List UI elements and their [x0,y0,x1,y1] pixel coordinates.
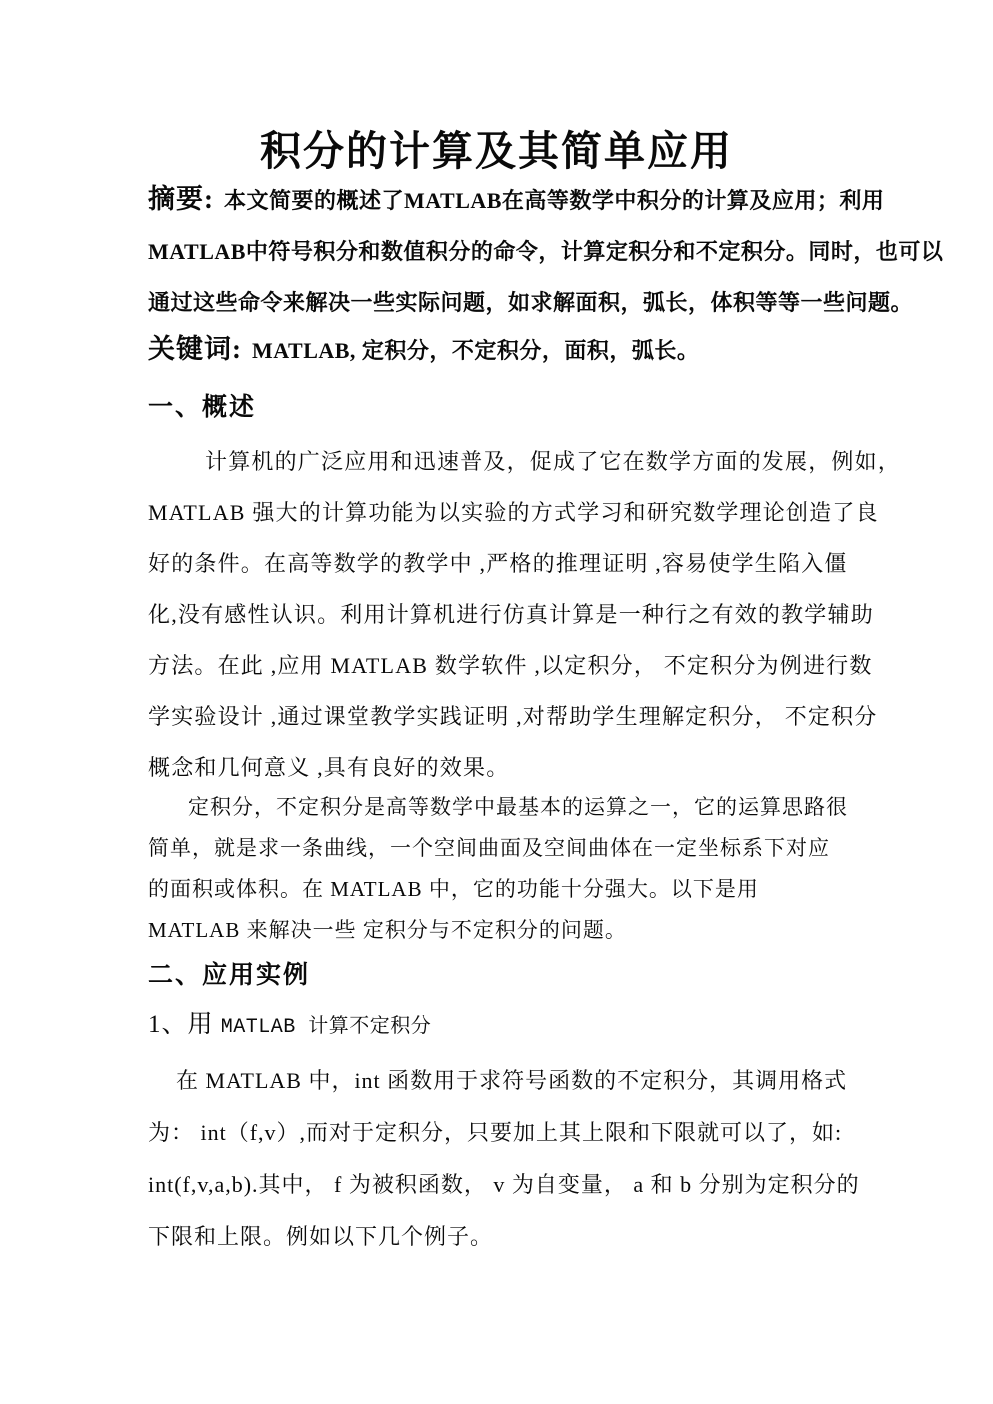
keywords-line [148,326,860,374]
text-line: 化,没有感性认识。利用计算机进行仿真计算是一种行之有效的教学辅助 [148,602,874,627]
abstract-text: 本文简要的概述了MATLAB在高等数学中积分的计算及应用；利用 [224,188,885,213]
section-1-paragraph-2 [148,787,860,951]
item-number-prefix: 1、用 [148,1011,214,1038]
text-line: 下限和上限。例如以下几个例子。 [148,1224,494,1249]
text-line: 方法。在此 ,应用 MATLAB 数学软件 ,以定积分， 不定积分为例进行数 [148,653,873,678]
keywords-text: MATLAB, 定积分，不定积分，面积，弧长。 [252,338,700,363]
abstract-line [148,174,885,226]
text-line: 简单，就是求一条曲线，一个空间曲面及空间曲体在一定坐标系下对应 [148,836,830,860]
section-1-heading: 一、概述 [148,394,257,421]
abstract-line: 通过这些命令来解决一些实际问题，如求解面积，弧长，体积等等一些问题。 [148,290,914,315]
text-line: 学实验设计 ,通过课堂教学实践证明 ,对帮助学生理解定积分， 不定积分 [148,704,878,729]
abstract-paragraph [148,174,944,328]
text-line: 在 MATLAB 中，int 函数用于求符号函数的不定积分，其调用格式 [176,1068,848,1093]
section-2-item-1 [148,1008,860,1045]
text-line: 计算机的广泛应用和迅速普及，促成了它在数学方面的发展，例如， [205,449,902,474]
abstract-line: MATLAB中符号积分和数值积分的命令，计算定积分和不定积分。同时，也可以 [148,239,944,264]
text-line: 的面积或体积。在 MATLAB 中，它的功能十分强大。以下是用 [148,877,759,901]
text-line: 好的条件。在高等数学的教学中 ,严格的推理证明 ,容易使学生陷入僵 [148,551,848,576]
text-line: int(f,v,a,b).其中， f 为被积函数， v 为自变量， a 和 b 分别为定积分的 [148,1172,860,1197]
document-title: 积分的计算及其简单应用 [260,128,733,174]
text-line: 概念和几何意义 ,具有良好的效果。 [148,755,510,780]
keywords-label: 关键词: [148,334,242,364]
section-2-paragraph-1 [148,1055,860,1263]
abstract-label: 摘要: [148,184,214,214]
text-line: MATLAB 来解决一些 定积分与不定积分的问题。 [148,918,627,942]
item-title-text: MATLAB 计算不定积分 [220,1016,432,1039]
section-1-paragraph-1 [148,436,902,793]
text-line: MATLAB 强大的计算功能为以实验的方式学习和研究数学理论创造了良 [148,500,879,525]
text-line: 为： int（f,v）,而对于定积分，只要加上其上限和下限就可以了，如: [148,1120,843,1145]
text-line: 定积分，不定积分是高等数学中最基本的运算之一，它的运算思路很 [188,795,848,819]
section-2-heading: 二、应用实例 [148,962,311,989]
